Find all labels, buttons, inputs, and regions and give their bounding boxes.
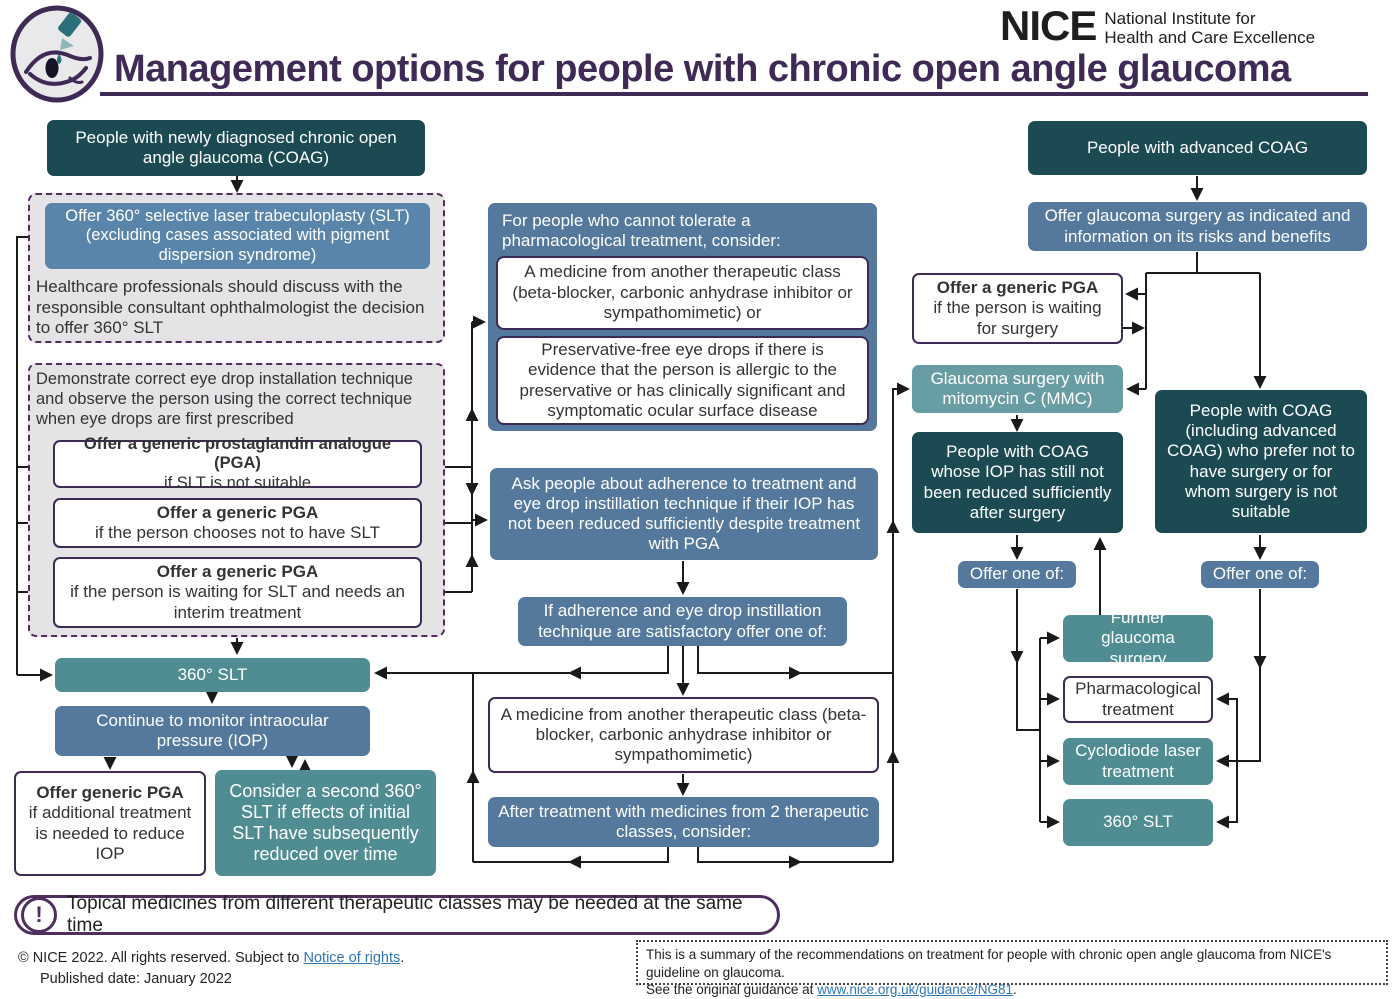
box-medicine-other-class-or: A medicine from another therapeutic class (beta-blocker, carbonic anhydrase inhibitor or sympathomimetic) or	[496, 256, 869, 330]
box-if-adherence: If adherence and eye drop instillation technique are satisfactory offer one of:	[518, 597, 847, 646]
warning-text: Topical medicines from different therapeutic classes may be needed at the same time	[67, 893, 743, 936]
box-offer-one-of-right: Offer one of:	[1201, 561, 1319, 588]
box-pga-interim: Offer a generic PGA if the person is waiting for SLT and needs an interim treatment	[53, 557, 422, 628]
copyright-line: © NICE 2022. All rights reserved. Subject to Notice of rights.	[18, 950, 405, 966]
box-offer-one-of-left: Offer one of:	[958, 561, 1076, 588]
box-offer-generic-pga: Offer generic PGA if additional treatment is needed to reduce IOP	[14, 771, 206, 876]
box-coag-prefer-no-surgery: People with COAG (including advanced COAG) who prefer not to have surgery or for whom surgery is not suitable	[1155, 390, 1367, 533]
box-after-treatment: After treatment with medicines from 2 therapeutic classes, consider:	[488, 797, 879, 847]
box-medicine-other-class: A medicine from another therapeutic class (beta-blocker, carbonic anhydrase inhibitor or sympathomimetic)	[488, 697, 879, 773]
warning-note	[14, 895, 780, 935]
summary-note: This is a summary of the recommendations on treatment for people with chronic open angle glaucoma from NICE's guideline on glaucoma. See the original guidance at www.nice.org.uk/guidance/NG81.	[636, 940, 1388, 985]
box-mmc-surgery: Glaucoma surgery with mitomycin C (MMC)	[912, 365, 1123, 413]
box-further-surgery: Further glaucoma surgery	[1063, 615, 1213, 662]
guidance-link[interactable]: www.nice.org.uk/guidance/NG81	[817, 982, 1013, 998]
box-360-slt: 360° SLT	[55, 658, 370, 692]
box-preservative-free: Preservative-free eye drops if there is evidence that the person is allergic to the preservative or has clinically significant and symptomatic ocular surface disease	[496, 336, 869, 425]
box-pharmacological: Pharmacological treatment	[1063, 676, 1213, 723]
text-discuss-ophthalmologist: Healthcare professionals should discuss with the responsible consultant ophthalmologist the decision to offer 360° SLT	[36, 277, 425, 338]
text-cannot-tolerate: For people who cannot tolerate a pharmacological treatment, consider:	[502, 211, 781, 251]
box-offer-360-slt: Offer 360° selective laser trabeculoplasty (SLT) (excluding cases associated with pigment dispersion syndrome)	[45, 203, 430, 269]
box-advanced-coag: People with advanced COAG	[1028, 121, 1367, 175]
box-pga-chooses-not: Offer a generic PGA if the person chooses not to have SLT	[53, 498, 422, 548]
box-cyclodiode: Cyclodiode laser treatment	[1063, 738, 1213, 785]
box-newly-diagnosed: People with newly diagnosed chronic open angle glaucoma (COAG)	[47, 120, 425, 176]
box-360-slt-option: 360° SLT	[1063, 799, 1213, 846]
box-pga-waiting-surgery: Offer a generic PGA if the person is waiting for surgery	[912, 273, 1123, 344]
box-ask-adherence: Ask people about adherence to treatment and eye drop instillation technique if their IOP has not been reduced sufficiently despite treatment with PGA	[490, 468, 878, 560]
published-date: Published date: January 2022	[40, 971, 232, 987]
exclamation-icon: !	[21, 897, 57, 933]
box-consider-second-slt: Consider a second 360° SLT if effects of initial SLT have subsequently reduced over time	[215, 770, 436, 876]
box-monitor-iop: Continue to monitor intraocular pressure (IOP)	[55, 706, 370, 756]
box-pga-not-suitable: Offer a generic prostaglandin analogue (PGA) if SLT is not suitable	[53, 440, 422, 488]
box-offer-glaucoma-surgery: Offer glaucoma surgery as indicated and information on its risks and benefits	[1028, 202, 1367, 251]
panel-cannot-tolerate	[488, 203, 877, 431]
page-title: Management options for people with chronic open angle glaucoma	[114, 48, 1291, 90]
box-coag-iop-not-reduced: People with COAG whose IOP has still not been reduced sufficiently after surgery	[912, 432, 1123, 533]
nice-logo-acronym: NICE	[1000, 2, 1097, 49]
text-demonstrate-technique: Demonstrate correct eye drop installation technique and observe the person using the correct technique when eye drops are first prescribed	[36, 370, 413, 429]
nice-logo-text: National Institute for Health and Care Excellence	[1104, 9, 1316, 48]
notice-of-rights-link[interactable]: Notice of rights	[303, 950, 401, 966]
